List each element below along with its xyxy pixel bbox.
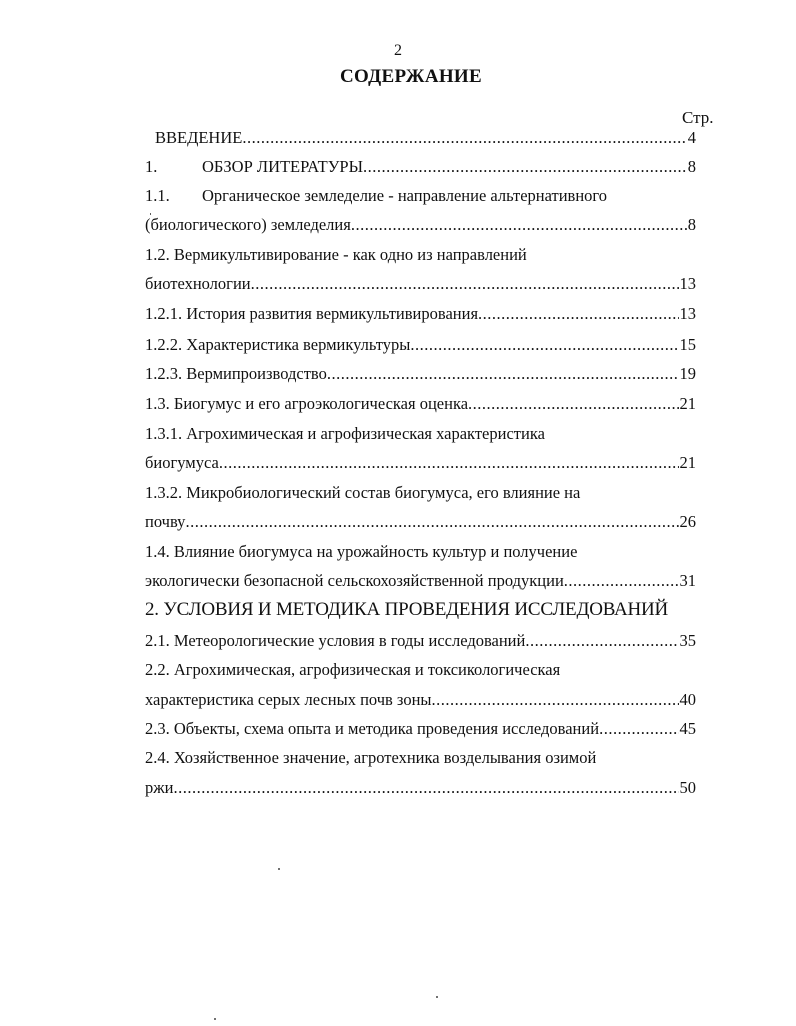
toc-leader-dots [173, 776, 678, 800]
toc-entry-text: характеристика серых лесных почв зоны [145, 690, 432, 709]
toc-entry-text: 2. УСЛОВИЯ И МЕТОДИКА ПРОВЕДЕНИЯ ИССЛЕДОВАНИЙ [145, 599, 669, 620]
toc-entry-organic-farming[interactable] [145, 184, 696, 208]
scan-speck [150, 213, 151, 215]
toc-entry-biohumus-assessment[interactable] [145, 392, 696, 416]
toc-entry-section-2[interactable] [145, 598, 705, 622]
toc-entry-text: 1.4. Влияние биогумуса на урожайность культур и получение [145, 542, 578, 561]
toc-entry-literature-review[interactable] [145, 155, 696, 179]
toc-entry-page: 4 [687, 128, 696, 147]
toc-leader-dots [185, 510, 678, 534]
scan-speck [436, 996, 438, 998]
toc-entry-number: 1. [145, 157, 158, 176]
toc-leader-dots [219, 451, 679, 475]
toc-leader-dots [478, 302, 678, 326]
toc-entry-text: 1.2.3. Вермипроизводство [145, 364, 327, 383]
toc-leader-dots [410, 333, 678, 357]
toc-leader-dots [468, 392, 678, 416]
toc-entry-text: экологически безопасной сельскохозяйственной продукции [145, 571, 564, 590]
toc-entry-text: ржи [145, 778, 174, 797]
toc-entry-page: 19 [679, 364, 696, 383]
toc-entry-text: ВВЕДЕНИЕ [155, 128, 243, 147]
toc-entry-text: ОБЗОР ЛИТЕРАТУРЫ [202, 157, 363, 176]
toc-entry-text: 2.4. Хозяйственное значение, агротехника возделывания озимой [145, 748, 597, 767]
toc-entry-text: биогумуса [145, 453, 219, 472]
toc-entry-winter-rye-cont[interactable] [145, 776, 696, 800]
toc-entry-biohumus-yield-cont[interactable] [145, 569, 696, 593]
toc-entry-page: 21 [679, 453, 696, 472]
toc-entry-page: 50 [679, 778, 696, 797]
scan-speck [214, 1018, 216, 1020]
toc-entry-text: 1.3.2. Микробиологический состав биогумуса, его влияние на [145, 483, 581, 502]
toc-entry-organic-farming-cont[interactable] [145, 213, 696, 237]
toc-leader-dots [351, 213, 687, 237]
toc-entry-text: (биологического) земледелия [145, 215, 351, 234]
toc-entry-number: 1.1. [145, 186, 170, 205]
toc-leader-dots [327, 362, 679, 386]
toc-entry-text: почву [145, 512, 186, 531]
toc-entry-text: 1.2.1. История развития вермикультивирования [145, 304, 479, 323]
toc-leader-dots [564, 569, 679, 593]
page-title: СОДЕРЖАНИЕ [340, 66, 482, 87]
toc-leader-dots [525, 629, 678, 653]
toc-entry-vermiculture-characteristics[interactable] [145, 333, 696, 357]
toc-entry-page: 35 [679, 631, 696, 650]
toc-entry-text: 1.3.1. Агрохимическая и агрофизическая характеристика [145, 424, 545, 443]
toc-entry-page: 8 [687, 157, 696, 176]
scan-speck [278, 868, 280, 870]
toc-entry-text: 1.3. Биогумус и его агроэкологическая оценка [145, 394, 469, 413]
toc-entry-agrochemical-characteristics-cont[interactable] [145, 451, 696, 475]
toc-entry-page: 15 [679, 335, 696, 354]
toc-entry-text: 1.2.2. Характеристика вермикультуры [145, 335, 411, 354]
toc-entry-agrochemical-characteristics[interactable] [145, 422, 696, 446]
toc-entry-meteorological-conditions[interactable] [145, 629, 696, 653]
toc-entry-vermiculture-cont[interactable] [145, 272, 696, 296]
toc-entry-page: 13 [679, 304, 696, 323]
toc-entry-vermiculture-history[interactable] [145, 302, 696, 326]
toc-leader-dots [432, 688, 679, 712]
toc-entry-vermiculture[interactable] [145, 243, 696, 267]
page-column-label: Стр. [682, 108, 714, 127]
toc-entry-page: 31 [679, 571, 696, 590]
toc-entry-biohumus-yield[interactable] [145, 540, 696, 564]
toc-entry-page: 26 [679, 512, 696, 531]
toc-entry-page: 8 [687, 215, 696, 234]
page-number: 2 [394, 42, 402, 59]
toc-entry-text: Органическое земледелие - направление альтернативного [202, 186, 608, 205]
toc-leader-dots [599, 717, 678, 741]
toc-entry-microbiological-composition[interactable] [145, 481, 696, 505]
toc-entry-page: 13 [679, 274, 696, 293]
toc-leader-dots [242, 126, 686, 150]
toc-entry-winter-rye[interactable] [145, 746, 696, 770]
toc-entry-soil-characteristics[interactable] [145, 658, 696, 682]
toc-entry-page: 40 [679, 690, 696, 709]
toc-entry-text: 2.3. Объекты, схема опыта и методика проведения исследований [145, 719, 600, 738]
toc-entry-introduction[interactable] [145, 126, 696, 150]
toc-entry-text: 1.2. Вермикультивирование - как одно из направлений [145, 245, 527, 264]
toc-leader-dots [251, 272, 679, 296]
toc-entry-vermiproduction[interactable] [145, 362, 696, 386]
toc-entry-page: 21 [679, 394, 696, 413]
toc-entry-microbiological-composition-cont[interactable] [145, 510, 696, 534]
toc-entry-text: 2.2. Агрохимическая, агрофизическая и токсикологическая [145, 660, 561, 679]
toc-entry-page: 45 [679, 719, 696, 738]
toc-leader-dots [363, 155, 687, 179]
toc-entry-research-methodology[interactable] [145, 717, 696, 741]
toc-entry-text: биотехнологии [145, 274, 251, 293]
toc-entry-text: 2.1. Метеорологические условия в годы исследований [145, 631, 526, 650]
toc-entry-soil-characteristics-cont[interactable] [145, 688, 696, 712]
